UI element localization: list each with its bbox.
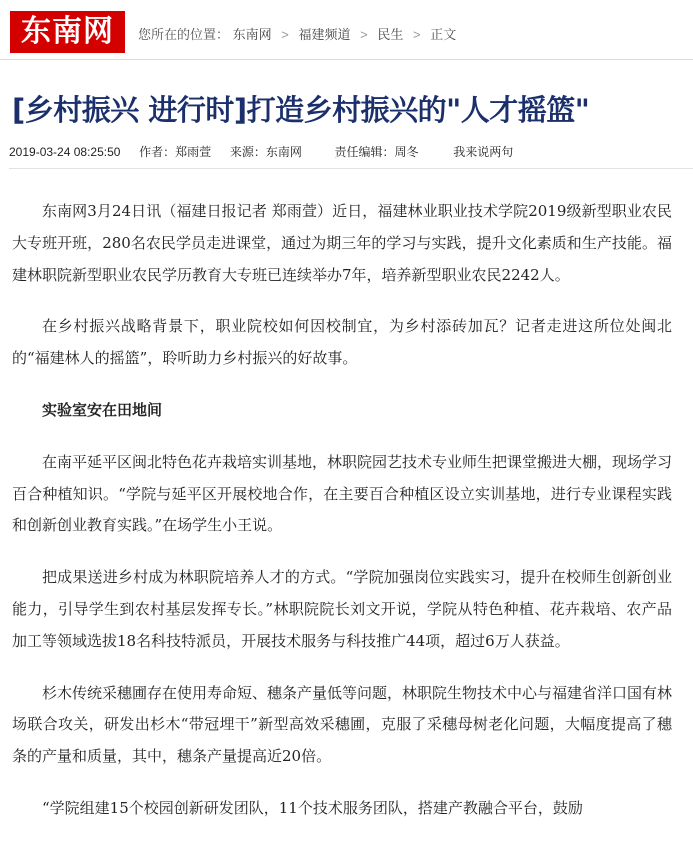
header-divider — [0, 59, 693, 60]
breadcrumb-separator: > — [360, 27, 368, 42]
paragraph: 在乡村振兴战略背景下，职业院校如何因校制宜，为乡村添砖加瓦？记者走进这所位处闽北的“福建林人的摇篮”，聆听助力乡村振兴的好故事。 — [12, 317, 672, 368]
paragraph: “学院组建15个校园创新研发团队，11个技术服务团队，搭建产教融合平台，鼓励 — [42, 798, 583, 817]
breadcrumb-item-home[interactable]: 东南网 — [232, 27, 272, 42]
breadcrumb-item-current: 正文 — [430, 27, 457, 42]
author: 作者：郑雨萱 — [139, 145, 212, 159]
breadcrumb-separator: > — [281, 27, 289, 42]
breadcrumb-prefix: 您所在的位置： — [138, 27, 230, 42]
breadcrumb-item-minsheng[interactable]: 民生 — [377, 27, 404, 42]
article-meta — [9, 143, 513, 160]
paragraph: 把成果送进乡村成为林职院培养人才的方式。“学院加强岗位实践实习，提升在校师生创新创业能力，引导学生到农村基层发挥专长。”林职院院长刘文开说，学院从特色种植、花卉栽培、农产品加工等领域选拔18名科技特派员，开展技术服务与科技推广44项，超过6万人获益。 — [12, 568, 672, 650]
editor: 责任编辑：周冬 — [334, 145, 419, 159]
breadcrumb-item-fujian[interactable]: 福建频道 — [298, 27, 351, 42]
breadcrumb — [138, 24, 456, 43]
paragraph: 杉木传统采穗圃存在使用寿命短、穗条产量低等问题，林职院生物技术中心与福建省洋口国有林场联合攻关，研发出杉木“带冠埋干”新型高效采穗圃，克服了采穗母树老化问题，大幅度提高了穗条的产量和质量，其中，穗条产量提高近20倍。 — [12, 683, 673, 766]
section-subheading: 实验室安在田地间 — [42, 400, 163, 419]
comment-link[interactable]: 我来说两句 — [453, 145, 514, 159]
meta-divider — [9, 168, 693, 169]
site-header — [0, 0, 693, 56]
paragraph: 东南网3月24日讯（福建日报记者 郑雨萱）近日，福建林业职业技术学院2019级新型职业农民大专班开班，280名农民学员走进课堂，通过为期三年的学习与实践，提升文化素质和生产技能。福建林职院新型职业农民学历教育大专班已连续举办7年，培养新型职业农民2242人。 — [12, 202, 672, 284]
source: 来源：东南网 — [229, 145, 302, 159]
article-body — [12, 196, 672, 845]
paragraph: 在南平延平区闽北特色花卉栽培实训基地，林职院园艺技术专业师生把课堂搬进大棚，现场学习百合种植知识。“学院与延平区开展校地合作，在主要百合种植区设立实训基地，进行专业课程实践和创新创业教育实践。”在场学生小王说。 — [12, 452, 673, 535]
site-logo[interactable]: 东南网 — [10, 11, 125, 53]
breadcrumb-separator: > — [413, 27, 421, 42]
publish-datetime: 2019-03-24 08:25:50 — [9, 145, 121, 159]
article-title: [乡村振兴 进行时]打造乡村振兴的"人才摇篮" — [12, 93, 590, 127]
